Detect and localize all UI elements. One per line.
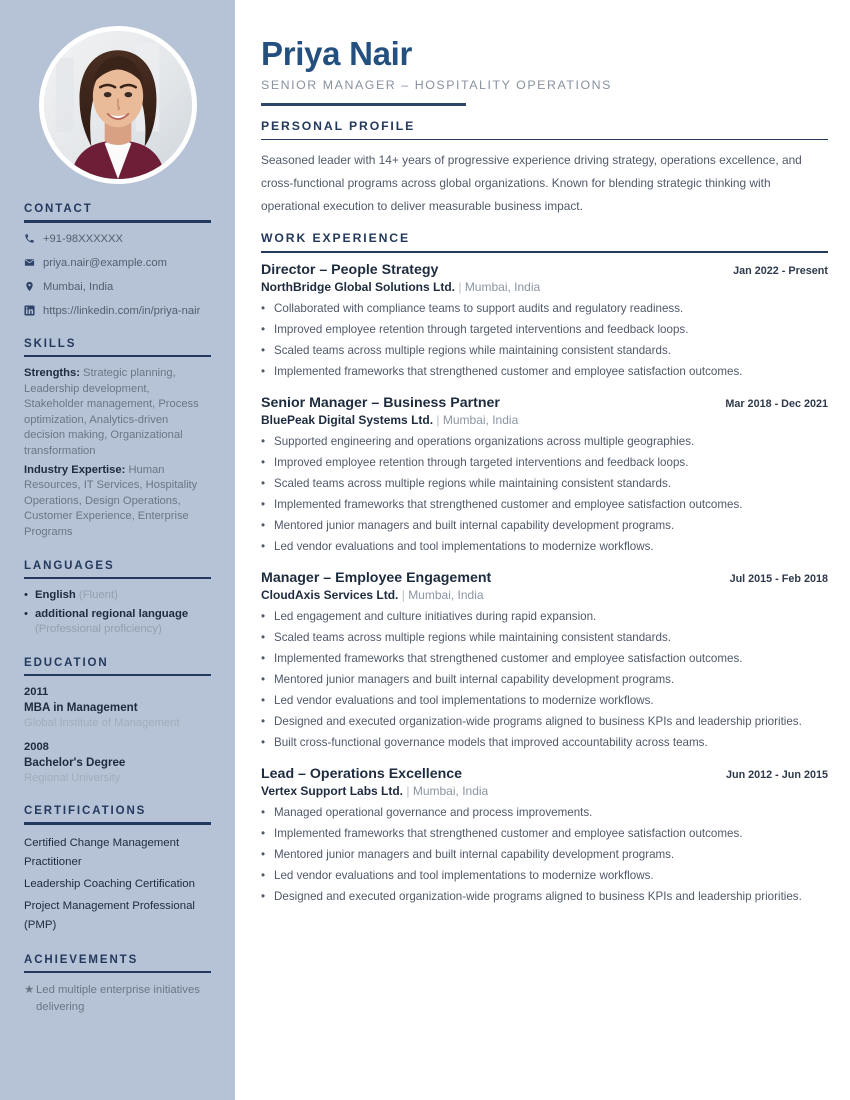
title-divider (261, 103, 466, 106)
job-location: Mumbai, India (442, 412, 519, 427)
education-rule (24, 674, 211, 677)
job-separator: | (436, 412, 440, 427)
list-item (261, 515, 828, 536)
bullet-text: Implemented frameworks that strengthened customer and employee satisfaction outcomes. (274, 364, 743, 378)
experience-entry (261, 395, 828, 557)
page-title: Priya Nair (261, 35, 413, 72)
job-separator: | (458, 279, 462, 294)
languages-heading: LANGUAGES (24, 559, 115, 572)
skills-industry-label: Industry Expertise: (24, 463, 126, 476)
job-location: Mumbai, India (412, 783, 489, 798)
education-school: Regional University (24, 772, 121, 785)
experience-header (261, 262, 828, 278)
job-title: Director – People Strategy (261, 261, 439, 278)
list-item (261, 648, 828, 669)
bullet-text: Mentored junior managers and built internal capability development programs. (274, 847, 675, 861)
education-year: 2008 (24, 741, 49, 754)
skills-rule (24, 355, 211, 358)
list-item (261, 494, 828, 515)
bullet-text: Built cross-functional governance models that improved accountability across teams. (274, 735, 708, 749)
bullet-dot-icon: • (261, 518, 266, 532)
bullet-text: Implemented frameworks that strengthened customer and employee satisfaction outcomes. (274, 651, 743, 665)
location-value: Mumbai, India (43, 280, 114, 293)
list-item (24, 685, 211, 731)
certifications-section (24, 805, 211, 935)
certifications-rule (24, 822, 211, 825)
bullet-dot-icon: • (261, 847, 266, 861)
bullet-dot-icon: • (261, 609, 266, 623)
language-level: (Professional proficiency) (35, 623, 162, 636)
experience-header (261, 395, 828, 411)
education-school: Global Institute of Management (24, 717, 180, 730)
phone-value: +91-98XXXXXX (43, 232, 123, 245)
bullet-text: Implemented frameworks that strengthened customer and employee satisfaction outcomes. (274, 826, 743, 840)
job-separator: | (401, 587, 405, 602)
bullet-text: Implemented frameworks that strengthened customer and employee satisfaction outcomes. (274, 497, 743, 511)
location-pin-icon (24, 280, 43, 292)
bullet-text: Managed operational governance and process improvements. (274, 805, 593, 819)
skills-strengths-value: Strategic planning, Leadership development, Stakeholder management, Process optimization, Analytics-driven decision making, Organizational transformation (24, 367, 199, 457)
bullet-dot-icon: • (261, 672, 266, 686)
list-item: Project Management Professional (PMP) (24, 899, 195, 931)
bullet-dot-icon: • (261, 434, 266, 448)
list-item (261, 865, 828, 886)
list-item (261, 452, 828, 473)
contact-item-linkedin[interactable] (24, 304, 211, 319)
sidebar (0, 0, 235, 1100)
education-year: 2011 (24, 686, 49, 699)
list-item (261, 732, 828, 753)
bullet-dot-icon: • (261, 476, 266, 490)
list-item (261, 669, 828, 690)
bullet-dot-icon: • (261, 630, 266, 644)
job-company: BluePeak Digital Systems Ltd. (261, 412, 434, 427)
education-degree: MBA in Management (24, 701, 138, 715)
work-experience-heading: WORK EXPERIENCE (261, 231, 411, 246)
list-item (261, 886, 828, 907)
achievements-heading: ACHIEVEMENTS (24, 953, 139, 966)
linkedin-value: https://linkedin.com/in/priya-nair (43, 304, 201, 317)
experience-entry (261, 262, 828, 382)
bullet-text: Designed and executed organization-wide programs aligned to business KPIs and leadership priorities. (274, 889, 802, 903)
bullet-text: Scaled teams across multiple regions while maintaining consistent standards. (274, 476, 671, 490)
bullet-dot-icon: • (261, 889, 266, 903)
main-content (235, 0, 850, 1100)
job-location: Mumbai, India (408, 587, 484, 602)
languages-rule (24, 577, 211, 580)
contact-section (24, 203, 211, 319)
list-item (261, 319, 828, 340)
bullet-dot-icon: • (261, 497, 266, 511)
phone-icon (24, 232, 43, 244)
education-degree: Bachelor's Degree (24, 756, 126, 770)
job-company: CloudAxis Services Ltd. (261, 587, 399, 602)
list-item (261, 361, 828, 382)
bullet-text: Led engagement and culture initiatives during rapid expansion. (274, 609, 597, 623)
job-bullets (261, 431, 828, 557)
contact-heading: CONTACT (24, 203, 93, 215)
education-section (24, 657, 211, 787)
bullet-dot-icon: • (24, 607, 28, 620)
job-title: Senior Manager – Business Partner (261, 394, 500, 411)
bullet-text: Led vendor evaluations and tool implementations to modernize workflows. (274, 868, 654, 882)
job-dates: Jun 2012 - Jun 2015 (725, 768, 828, 781)
star-icon: ★ (24, 984, 35, 997)
email-value: priya.nair@example.com (43, 256, 167, 269)
list-item: Certified Change Management Practitioner (24, 836, 180, 868)
job-bullets (261, 802, 828, 907)
bullet-dot-icon: • (261, 455, 266, 469)
bullet-text: Collaborated with compliance teams to support audits and regulatory readiness. (274, 301, 684, 315)
job-meta (261, 413, 828, 427)
bullet-dot-icon: • (261, 651, 266, 665)
skills-heading: SKILLS (24, 337, 77, 350)
bullet-text: Designed and executed organization-wide programs aligned to business KPIs and leadership priorities. (274, 714, 802, 728)
linkedin-icon (24, 304, 43, 316)
language-entry (35, 588, 118, 604)
job-dates: Mar 2018 - Dec 2021 (725, 397, 828, 410)
list-item (261, 298, 828, 319)
bullet-dot-icon: • (261, 826, 266, 840)
bullet-text: Supported engineering and operations organizations across multiple geographies. (274, 434, 695, 448)
skills-strengths-label: Strengths: (24, 367, 80, 379)
job-bullets (261, 298, 828, 382)
list-item (261, 627, 828, 648)
list-item (261, 711, 828, 732)
bullet-dot-icon: • (261, 805, 266, 819)
bullet-text: Improved employee retention through targeted interventions and feedback loops. (274, 322, 689, 336)
work-experience-section (261, 231, 828, 906)
contact-item-location (24, 280, 211, 295)
experience-header (261, 766, 828, 782)
experience-header (261, 570, 828, 586)
bullet-dot-icon: • (261, 364, 266, 378)
list-item (24, 588, 211, 604)
list-item (24, 607, 211, 638)
skills-group-strengths (24, 366, 211, 460)
contact-item-phone[interactable] (24, 232, 211, 247)
job-separator: | (406, 783, 410, 798)
work-experience-rule (261, 251, 828, 252)
languages-section (24, 560, 211, 638)
job-dates: Jul 2015 - Feb 2018 (729, 572, 828, 585)
list-item (261, 473, 828, 494)
personal-profile-text: Seasoned leader with 14+ years of progressive experience driving strategy, operations excellence, and cross-functional programs across global organizations. Known for blending strategic thinking with operational execution to deliver measurable business impact. (261, 153, 802, 214)
bullet-dot-icon: • (261, 868, 266, 882)
list-item (261, 823, 828, 844)
bullet-dot-icon: • (24, 589, 28, 602)
list-item: Leadership Coaching Certification (24, 877, 195, 890)
bullet-dot-icon: • (261, 301, 266, 315)
bullet-text: Mentored junior managers and built internal capability development programs. (274, 518, 675, 532)
bullet-text: Improved employee retention through targeted interventions and feedback loops. (274, 455, 689, 469)
experience-entry (261, 766, 828, 907)
list-item (261, 340, 828, 361)
bullet-dot-icon: • (261, 735, 266, 749)
bullet-text: Scaled teams across multiple regions while maintaining consistent standards. (274, 343, 671, 357)
bullet-text: Led vendor evaluations and tool implementations to modernize workflows. (274, 693, 654, 707)
language-name: additional regional language (35, 607, 189, 620)
achievements-rule (24, 971, 211, 974)
language-level: (Fluent) (75, 589, 118, 602)
personal-profile-section (261, 119, 828, 218)
skills-group-industry (24, 463, 211, 541)
certifications-heading: CERTIFICATIONS (24, 805, 147, 818)
language-entry (35, 607, 211, 638)
job-company: Vertex Support Labs Ltd. (261, 783, 404, 798)
list-item (24, 740, 211, 786)
job-dates: Jan 2022 - Present (733, 264, 828, 277)
list-item (261, 431, 828, 452)
job-meta (261, 588, 828, 602)
list-item (261, 606, 828, 627)
achievement-text: Led multiple enterprise initiatives delivering (36, 984, 200, 1014)
list-item (261, 690, 828, 711)
job-company: NorthBridge Global Solutions Ltd. (261, 279, 455, 294)
personal-profile-rule (261, 139, 828, 140)
envelope-icon (24, 256, 43, 268)
list-item (261, 536, 828, 557)
list-item (261, 844, 828, 865)
bullet-text: Scaled teams across multiple regions while maintaining consistent standards. (274, 630, 671, 644)
job-title: Lead – Operations Excellence (261, 765, 463, 782)
job-location: Mumbai, India (464, 279, 541, 294)
skills-industry-value: Human Resources, IT Services, Hospitality Operations, Design Operations, Customer Experience, Enterprise Programs (24, 463, 198, 538)
bullet-dot-icon: • (261, 714, 266, 728)
job-meta (261, 784, 828, 798)
bullet-dot-icon: • (261, 539, 266, 553)
portrait-illustration (44, 31, 192, 179)
job-subtitle: SENIOR MANAGER – HOSPITALITY OPERATIONS (261, 78, 612, 92)
contact-rule (24, 220, 211, 223)
achievements-section (24, 954, 211, 1017)
job-bullets (261, 606, 828, 753)
education-heading: EDUCATION (24, 656, 109, 669)
job-title: Manager – Employee Engagement (261, 569, 492, 586)
experience-entry (261, 570, 828, 753)
skills-section (24, 338, 211, 541)
bullet-text: Mentored junior managers and built internal capability development programs. (274, 672, 675, 686)
personal-profile-heading: PERSONAL PROFILE (261, 119, 416, 133)
photo-wrapper (24, 0, 211, 184)
language-name: English (35, 589, 76, 602)
avatar (39, 26, 197, 184)
bullet-dot-icon: • (261, 693, 266, 707)
list-item (261, 802, 828, 823)
bullet-text: Led vendor evaluations and tool implementations to modernize workflows. (274, 539, 654, 553)
job-meta (261, 280, 828, 294)
bullet-dot-icon: • (261, 322, 266, 336)
bullet-dot-icon: • (261, 343, 266, 357)
list-item (24, 982, 211, 1016)
contact-item-email[interactable] (24, 256, 211, 271)
